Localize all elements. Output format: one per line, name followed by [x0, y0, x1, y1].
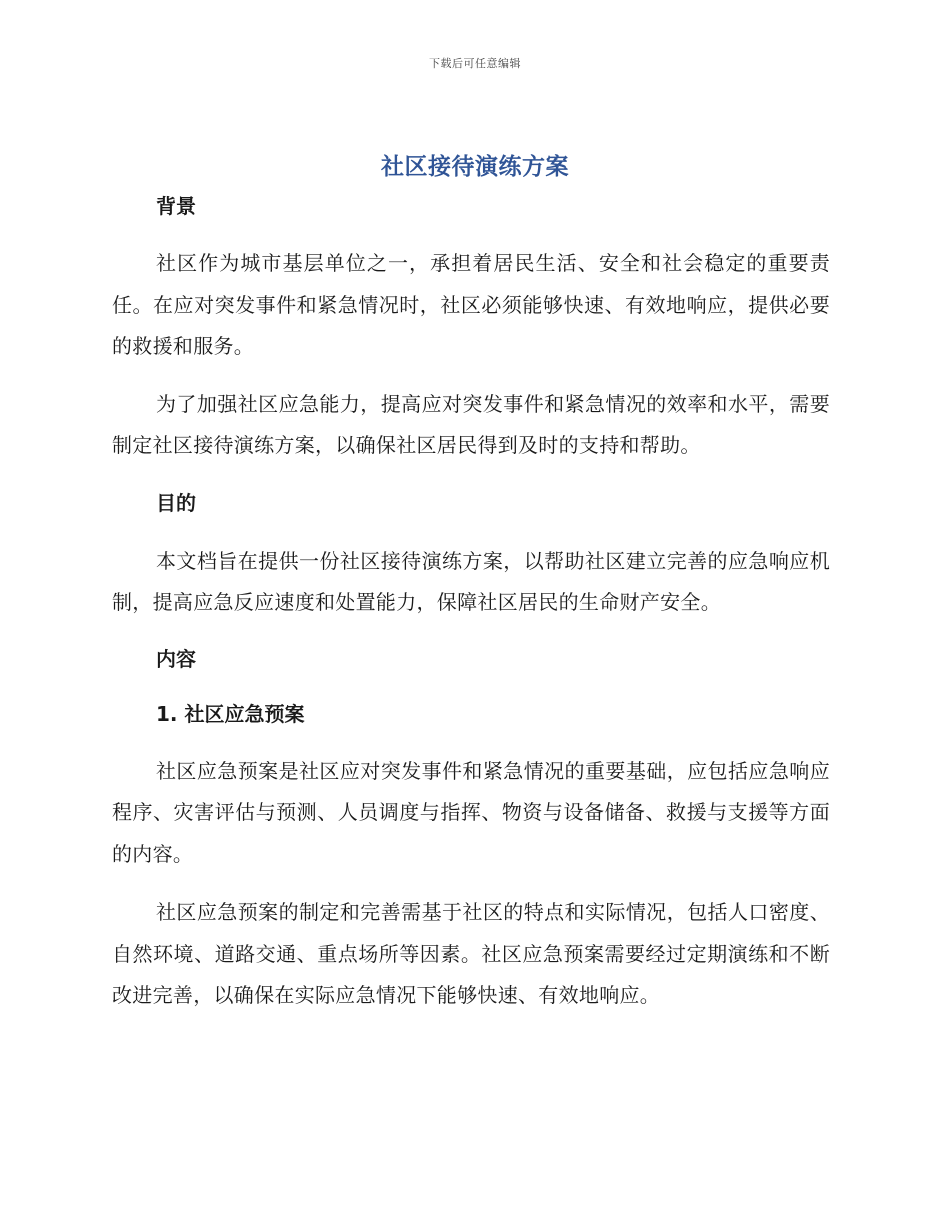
document-body: [112, 188, 830, 1017]
paragraph: 为了加强社区应急能力，提高应对突发事件和紧急情况的效率和水平，需要制定社区接待演练方案，以确保社区居民得到及时的支持和帮助。: [112, 391, 830, 457]
paragraph: 社区作为城市基层单位之一，承担着居民生活、安全和社会稳定的重要责任。在应对突发事件和紧急情况时，社区必须能够快速、有效地响应，提供必要的救援和服务。: [112, 251, 830, 358]
section-heading-content: 内容: [156, 646, 196, 671]
paragraph: 本文档旨在提供一份社区接待演练方案，以帮助社区建立完善的应急响应机制，提高应急反应速度和处置能力，保障社区居民的生命财产安全。: [112, 548, 830, 614]
document-title: 社区接待演练方案: [381, 154, 569, 180]
page-header-note: 下载后可任意编辑: [429, 57, 521, 70]
section-heading-background: 背景: [156, 194, 196, 218]
subsection-heading-emergency-plan: 1. 社区应急预案: [156, 701, 305, 726]
section-heading-purpose: 目的: [156, 490, 196, 515]
paragraph: 社区应急预案的制定和完善需基于社区的特点和实际情况，包括人口密度、自然环境、道路交通、重点场所等因素。社区应急预案需要经过定期演练和不断改进完善，以确保在实际应急情况下能够快速、有效地响应。: [112, 900, 830, 1007]
paragraph: 社区应急预案是社区应对突发事件和紧急情况的重要基础，应包括应急响应程序、灾害评估与预测、人员调度与指挥、物资与设备储备、救援与支援等方面的内容。: [112, 758, 830, 866]
